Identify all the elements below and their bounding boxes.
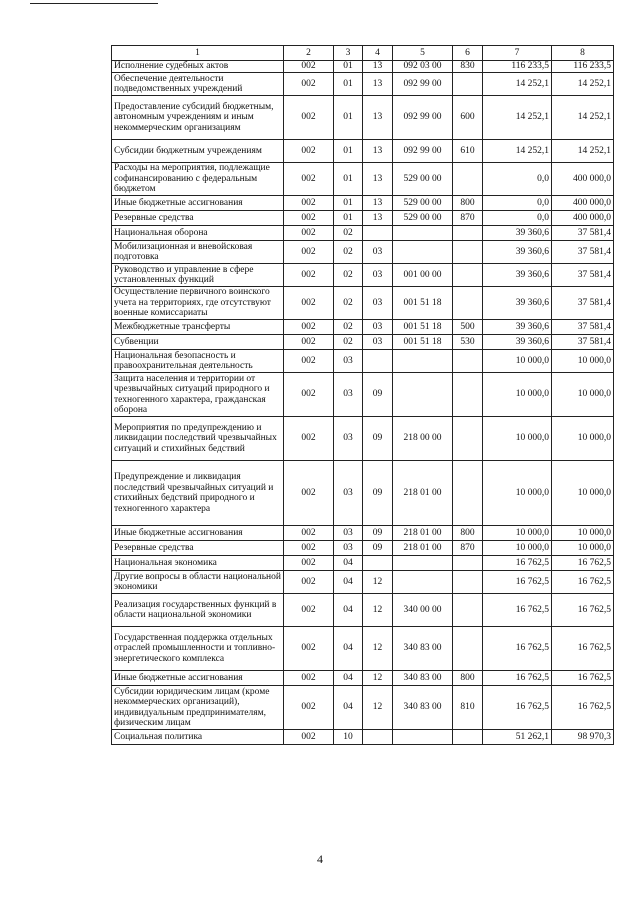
cell-code-3: 01 [334,140,363,163]
cell-code-3: 02 [334,264,363,287]
table-row [112,211,614,226]
cell-code-4: 09 [363,373,393,417]
row-name: Осуществление первичного воинского учета на территориях, где отсутствуют военные комиссариаты [112,287,284,320]
cell-code-2: 002 [284,196,334,211]
cell-code-3: 04 [334,556,363,571]
cell-code-4: 03 [363,320,393,335]
cell-code-6: 500 [453,320,483,335]
cell-code-4: 03 [363,335,393,350]
cell-code-2: 002 [284,264,334,287]
cell-code-4: 09 [363,541,393,556]
cell-amount-8: 10 000,0 [552,526,614,541]
table-row [112,686,614,730]
row-name: Национальная оборона [112,226,284,241]
cell-code-4 [363,730,393,745]
cell-code-6 [453,163,483,196]
column-header: 1 [112,46,284,61]
cell-code-6 [453,556,483,571]
table-row [112,163,614,196]
cell-code-6 [453,241,483,264]
cell-code-3: 10 [334,730,363,745]
cell-code-2: 002 [284,526,334,541]
cell-code-3: 03 [334,541,363,556]
cell-code-4: 13 [363,61,393,73]
cell-code-6 [453,287,483,320]
cell-code-6 [453,73,483,96]
row-name: Предоставление субсидий бюджетным, автономным учреждениям и иным некоммерческим организациям [112,96,284,140]
cell-code-3: 03 [334,350,363,373]
cell-amount-7: 14 252,1 [483,140,552,163]
cell-code-5: 529 00 00 [393,163,453,196]
cell-code-5: 218 01 00 [393,461,453,526]
row-name: Социальная политика [112,730,284,745]
row-name: Национальная экономика [112,556,284,571]
cell-code-4: 13 [363,73,393,96]
cell-code-2: 002 [284,417,334,461]
cell-amount-7: 10 000,0 [483,526,552,541]
cell-code-4: 12 [363,671,393,686]
cell-code-5: 529 00 00 [393,196,453,211]
cell-amount-7: 39 360,6 [483,320,552,335]
cell-code-4: 12 [363,686,393,730]
cell-amount-8: 400 000,0 [552,163,614,196]
cell-code-2: 002 [284,686,334,730]
cell-code-3: 01 [334,211,363,226]
cell-code-3: 03 [334,417,363,461]
row-name: Исполнение судебных актов [112,61,284,73]
row-name: Другие вопросы в области национальной экономики [112,571,284,594]
cell-code-5 [393,556,453,571]
table-row [112,671,614,686]
cell-code-2: 002 [284,73,334,96]
table-row [112,335,614,350]
cell-code-6: 870 [453,541,483,556]
cell-code-4: 12 [363,571,393,594]
cell-amount-8: 37 581,4 [552,287,614,320]
cell-code-6 [453,571,483,594]
cell-code-6: 810 [453,686,483,730]
cell-code-6 [453,350,483,373]
cell-code-3: 02 [334,241,363,264]
cell-code-6 [453,461,483,526]
cell-code-2: 002 [284,226,334,241]
cell-code-5 [393,350,453,373]
cell-code-2: 002 [284,373,334,417]
row-name: Обеспечение деятельности подведомственных учреждений [112,73,284,96]
column-header: 6 [453,46,483,61]
cell-code-6: 870 [453,211,483,226]
cell-code-2: 002 [284,61,334,73]
cell-code-2: 002 [284,627,334,671]
cell-code-4 [363,226,393,241]
cell-amount-8: 16 762,5 [552,671,614,686]
cell-amount-8: 37 581,4 [552,335,614,350]
cell-amount-8: 98 970,3 [552,730,614,745]
row-name: Резервные средства [112,211,284,226]
cell-amount-7: 39 360,6 [483,264,552,287]
cell-amount-7: 14 252,1 [483,96,552,140]
cell-code-5: 529 00 00 [393,211,453,226]
cell-amount-8: 10 000,0 [552,541,614,556]
column-header: 7 [483,46,552,61]
cell-code-5: 001 51 18 [393,287,453,320]
table-row [112,287,614,320]
cell-amount-7: 116 233,5 [483,61,552,73]
cell-code-5: 092 03 00 [393,61,453,73]
cell-code-5 [393,373,453,417]
cell-code-2: 002 [284,140,334,163]
cell-code-5: 340 00 00 [393,594,453,627]
cell-amount-8: 14 252,1 [552,140,614,163]
cell-code-3: 04 [334,627,363,671]
cell-code-2: 002 [284,211,334,226]
cell-code-4: 09 [363,417,393,461]
cell-amount-7: 39 360,6 [483,241,552,264]
cell-code-5: 340 83 00 [393,686,453,730]
cell-amount-8: 37 581,4 [552,320,614,335]
cell-code-5: 092 99 00 [393,96,453,140]
cell-code-6: 800 [453,526,483,541]
cell-code-4: 13 [363,163,393,196]
table-row [112,373,614,417]
cell-code-4: 13 [363,211,393,226]
column-header: 2 [284,46,334,61]
cell-code-6: 800 [453,196,483,211]
cell-code-2: 002 [284,556,334,571]
cell-code-6 [453,417,483,461]
row-name: Государственная поддержка отдельных отраслей промышленности и топливно-энергетического комплекса [112,627,284,671]
table-row [112,627,614,671]
table-row [112,571,614,594]
cell-code-4 [363,556,393,571]
cell-code-3: 01 [334,196,363,211]
cell-amount-7: 39 360,6 [483,287,552,320]
cell-amount-7: 39 360,6 [483,226,552,241]
cell-code-5: 001 00 00 [393,264,453,287]
cell-code-5 [393,730,453,745]
cell-code-5: 340 83 00 [393,627,453,671]
cell-amount-8: 400 000,0 [552,211,614,226]
table-row [112,96,614,140]
table-row [112,417,614,461]
cell-code-6: 610 [453,140,483,163]
row-name: Руководство и управление в сфере установленных функций [112,264,284,287]
cell-amount-7: 16 762,5 [483,686,552,730]
cell-amount-8: 14 252,1 [552,96,614,140]
row-name: Субвенции [112,335,284,350]
cell-code-2: 002 [284,335,334,350]
cell-amount-7: 16 762,5 [483,594,552,627]
row-name: Расходы на мероприятия, подлежащие софинансированию с федеральным бюджетом [112,163,284,196]
cell-code-2: 002 [284,320,334,335]
table-row [112,196,614,211]
column-header: 8 [552,46,614,61]
cell-code-2: 002 [284,594,334,627]
cell-code-6 [453,373,483,417]
cell-amount-8: 14 252,1 [552,73,614,96]
table-row [112,556,614,571]
cell-code-3: 04 [334,686,363,730]
row-name: Иные бюджетные ассигнования [112,196,284,211]
cell-code-3: 01 [334,73,363,96]
cell-amount-8: 10 000,0 [552,417,614,461]
cell-amount-7: 10 000,0 [483,417,552,461]
cell-amount-8: 10 000,0 [552,461,614,526]
cell-code-4: 13 [363,96,393,140]
cell-code-6 [453,594,483,627]
top-rule [30,3,158,4]
cell-amount-7: 0,0 [483,196,552,211]
cell-amount-8: 10 000,0 [552,373,614,417]
cell-amount-8: 400 000,0 [552,196,614,211]
row-name: Резервные средства [112,541,284,556]
cell-code-5: 092 99 00 [393,140,453,163]
cell-code-6 [453,264,483,287]
row-name: Иные бюджетные ассигнования [112,526,284,541]
row-name: Мероприятия по предупреждению и ликвидации последствий чрезвычайных ситуаций и стихийных бедствий [112,417,284,461]
cell-code-2: 002 [284,541,334,556]
cell-amount-8: 116 233,5 [552,61,614,73]
cell-amount-8: 37 581,4 [552,264,614,287]
cell-code-5: 218 00 00 [393,417,453,461]
column-header: 4 [363,46,393,61]
cell-code-3: 02 [334,287,363,320]
cell-amount-7: 16 762,5 [483,556,552,571]
cell-code-4 [363,350,393,373]
cell-code-6 [453,226,483,241]
cell-code-3: 02 [334,335,363,350]
cell-code-2: 002 [284,163,334,196]
table-row [112,140,614,163]
cell-amount-7: 16 762,5 [483,627,552,671]
cell-amount-8: 37 581,4 [552,226,614,241]
budget-table [111,45,614,745]
table-row [112,594,614,627]
cell-code-2: 002 [284,730,334,745]
cell-code-2: 002 [284,350,334,373]
cell-code-3: 03 [334,526,363,541]
cell-amount-7: 0,0 [483,163,552,196]
table-row [112,541,614,556]
cell-code-4: 03 [363,287,393,320]
cell-code-6: 800 [453,671,483,686]
cell-code-5: 001 51 18 [393,335,453,350]
cell-code-3: 04 [334,671,363,686]
cell-code-2: 002 [284,241,334,264]
table-row [112,461,614,526]
cell-code-6 [453,627,483,671]
cell-code-4: 09 [363,526,393,541]
cell-code-5: 218 01 00 [393,541,453,556]
table-row [112,526,614,541]
row-name: Предупреждение и ликвидация последствий чрезвычайных ситуаций и стихийных бедствий природного и техногенного характера [112,461,284,526]
cell-code-4: 13 [363,140,393,163]
cell-amount-7: 10 000,0 [483,461,552,526]
cell-code-5 [393,241,453,264]
cell-code-3: 02 [334,320,363,335]
table-row [112,73,614,96]
cell-code-4: 09 [363,461,393,526]
cell-code-5: 218 01 00 [393,526,453,541]
cell-code-6: 600 [453,96,483,140]
table-row [112,226,614,241]
cell-code-3: 01 [334,96,363,140]
cell-amount-8: 16 762,5 [552,627,614,671]
row-name: Субсидии бюджетным учреждениям [112,140,284,163]
row-name: Реализация государственных функций в области национальной экономики [112,594,284,627]
cell-amount-8: 37 581,4 [552,241,614,264]
table-row [112,350,614,373]
row-name: Межбюджетные трансферты [112,320,284,335]
cell-amount-7: 10 000,0 [483,373,552,417]
table-row [112,320,614,335]
cell-amount-7: 51 262,1 [483,730,552,745]
cell-code-4: 12 [363,627,393,671]
cell-code-2: 002 [284,287,334,320]
cell-amount-7: 16 762,5 [483,571,552,594]
cell-amount-7: 10 000,0 [483,541,552,556]
cell-code-2: 002 [284,461,334,526]
cell-amount-7: 39 360,6 [483,335,552,350]
cell-code-3: 04 [334,594,363,627]
cell-code-4: 03 [363,241,393,264]
cell-amount-8: 16 762,5 [552,594,614,627]
row-name: Иные бюджетные ассигнования [112,671,284,686]
page-number: 4 [317,852,323,866]
cell-code-3: 03 [334,373,363,417]
column-header: 3 [334,46,363,61]
cell-amount-7: 14 252,1 [483,73,552,96]
header-row [112,46,614,61]
row-name: Защита населения и территории от чрезвычайных ситуаций природного и техногенного характера, гражданская оборона [112,373,284,417]
cell-amount-8: 10 000,0 [552,350,614,373]
cell-code-2: 002 [284,571,334,594]
cell-amount-8: 16 762,5 [552,571,614,594]
cell-code-4: 12 [363,594,393,627]
cell-code-5 [393,226,453,241]
cell-code-4: 03 [363,264,393,287]
cell-amount-8: 16 762,5 [552,686,614,730]
cell-code-5: 092 99 00 [393,73,453,96]
cell-code-3: 01 [334,61,363,73]
row-name: Национальная безопасность и правоохранительная деятельность [112,350,284,373]
cell-amount-7: 16 762,5 [483,671,552,686]
cell-code-3: 03 [334,461,363,526]
table-row [112,241,614,264]
table-row [112,61,614,73]
cell-amount-8: 16 762,5 [552,556,614,571]
cell-code-6: 830 [453,61,483,73]
cell-code-3: 02 [334,226,363,241]
cell-code-6: 530 [453,335,483,350]
cell-amount-7: 0,0 [483,211,552,226]
cell-code-3: 01 [334,163,363,196]
cell-code-5: 340 83 00 [393,671,453,686]
table-row [112,730,614,745]
cell-code-2: 002 [284,671,334,686]
cell-code-6 [453,730,483,745]
column-header: 5 [393,46,453,61]
row-name: Мобилизационная и вневойсковая подготовка [112,241,284,264]
cell-code-3: 04 [334,571,363,594]
cell-amount-7: 10 000,0 [483,350,552,373]
cell-code-5: 001 51 18 [393,320,453,335]
table-row [112,264,614,287]
cell-code-4: 13 [363,196,393,211]
row-name: Субсидии юридическим лицам (кроме некоммерческих организаций), индивидуальным предпринимателям, физическим лицам [112,686,284,730]
cell-code-5 [393,571,453,594]
cell-code-2: 002 [284,96,334,140]
